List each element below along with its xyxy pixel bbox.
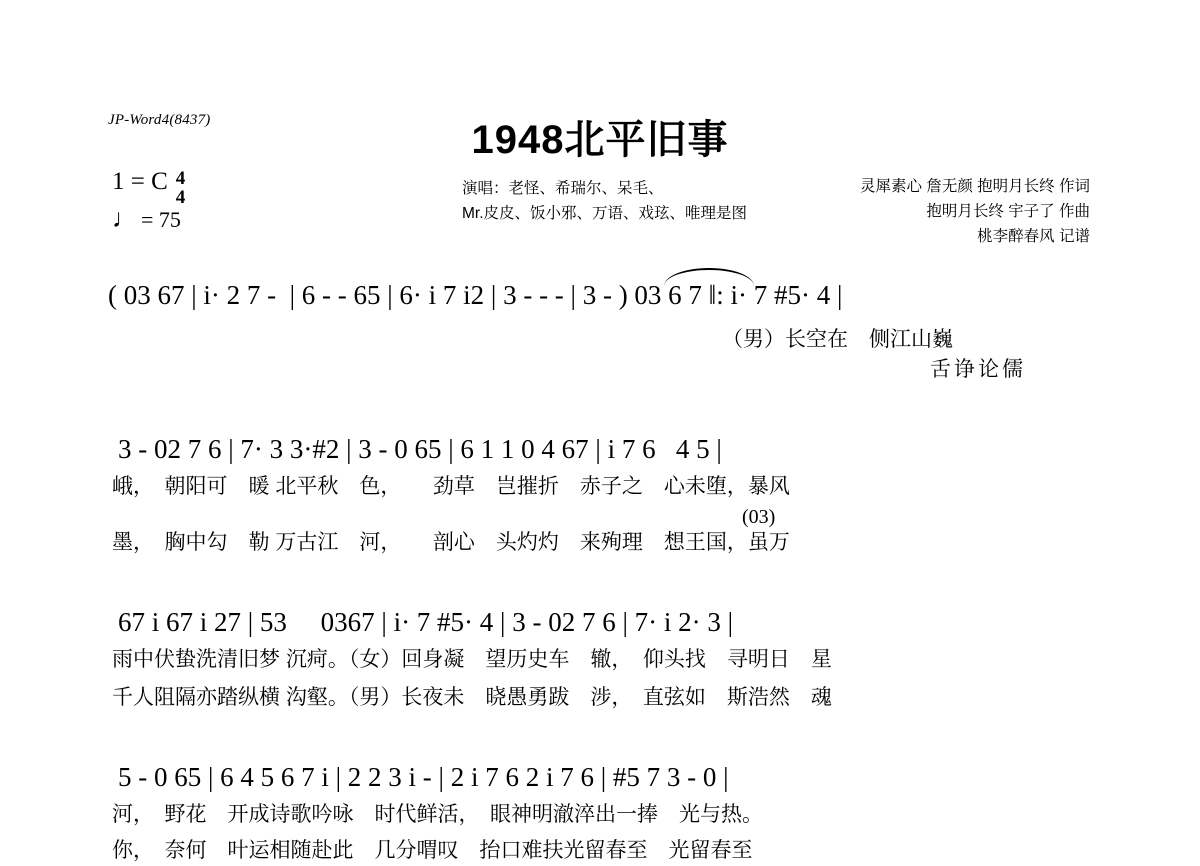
- slur-mark: [664, 268, 754, 286]
- lyric-line-3-2: 千人阻隔亦踏纵横 沟壑。（男）长夜未 晓愚勇跋 涉， 直弦如 斯浩然 魂: [112, 686, 832, 709]
- tempo-value: = 75: [141, 207, 181, 232]
- music-system-3: [0, 605, 1200, 639]
- time-signature-numerator: 4: [175, 168, 186, 189]
- lyric-line-1-2: 舌诤论儒: [930, 358, 1026, 381]
- lyric-line-4-2: 你， 奈何 叶运相随赴此 几分喟叹 抬口难扶光留春至 光留春至: [112, 839, 753, 862]
- notation-line-3: 67 i 67 i 27 | 53 0367 | i· 7 #5· 4 | 3 - 02 7 6 | 7· i 2· 3 |: [118, 607, 733, 637]
- annotation-system-2: [0, 506, 1200, 529]
- lyrics-system-1: [0, 325, 1200, 385]
- key-signature: [112, 168, 185, 206]
- credit-composer-names: 抱明月长终 宇子了: [926, 203, 1055, 220]
- credit-transcriber-role: 记谱: [1058, 228, 1090, 245]
- credit-transcriber-names: 桃李醉春风: [977, 228, 1055, 245]
- credits-block: [860, 174, 1090, 249]
- notation-annotation-2: (03): [742, 506, 776, 528]
- credit-composer-role: 作曲: [1058, 203, 1090, 220]
- credit-composer: [860, 199, 1090, 224]
- music-system-4: [0, 760, 1200, 794]
- performers-line-1: 演唱：老怪、希瑞尔、呆毛、: [462, 180, 664, 197]
- lyrics-system-4-alt: [0, 836, 1200, 866]
- lyrics-system-3-alt: [0, 683, 1200, 713]
- performers-line-2: Mr.皮皮、饭小邪、万语、戏玹、唯理是图: [462, 205, 748, 222]
- lyrics-system-3: [0, 645, 1200, 675]
- lyrics-system-2-alt: [0, 528, 1200, 558]
- notation-line-2: 3 - 02 7 6 | 7· 3 3·#2 | 3 - 0 65 | 6 1 1 0 4 67 | i 7 6 4 5 |: [118, 434, 722, 464]
- credit-lyricist-names: 灵犀素心 詹无颜 抱明月长终: [860, 178, 1055, 195]
- lyric-line-2-1: 峨， 朝阳可 暖 北平秋 色， 劲草 岂摧折 赤子之 心未堕，暴风: [112, 475, 790, 498]
- credit-lyricist-role: 作词: [1058, 178, 1090, 195]
- quarter-note-icon: ♩: [112, 204, 138, 233]
- performers-block: [462, 176, 747, 226]
- credit-transcriber: [860, 224, 1090, 249]
- music-system-1: [0, 278, 1200, 312]
- notation-line-1: ( 03 67 | i· 2 7 - | 6 - - 65 | 6· i 7 i2 | 3 - - - | 3 - ) 03 6 7 ‖: i· 7 #5· 4 |: [108, 280, 843, 310]
- watermark-label: JP-Word4(8437): [108, 112, 211, 128]
- lyrics-system-4: [0, 800, 1200, 830]
- page-title: 1948北平旧事: [471, 118, 729, 162]
- credit-lyricist: [860, 174, 1090, 199]
- tempo-marking: [112, 204, 181, 233]
- lyrics-system-2: [0, 472, 1200, 502]
- time-signature-denominator: 4: [175, 187, 186, 208]
- notation-line-4: 5 - 0 65 | 6 4 5 6 7 i | 2 2 3 i - | 2 i 7 6 2 i 7 6 | #5 7 3 - 0 |: [118, 762, 729, 792]
- lyric-line-4-1: 河， 野花 开成诗歌吟咏 时代鲜活， 眼神明澈淬出一捧 光与热。: [112, 803, 763, 826]
- lyric-line-3-1: 雨中伏蛰洗清旧梦 沉疴。（女）回身凝 望历史车 辙， 仰头找 寻明日 星: [112, 648, 832, 671]
- key-signature-text: 1 = C: [112, 168, 168, 195]
- lyric-line-2-2: 墨， 胸中勾 勒 万古江 河， 剖心 头灼灼 来殉理 想王国，虽万: [112, 531, 790, 554]
- lyric-line-1-1: （男）长空在 侧江山巍: [722, 328, 953, 351]
- time-signature: [176, 169, 186, 207]
- music-system-2: [0, 432, 1200, 466]
